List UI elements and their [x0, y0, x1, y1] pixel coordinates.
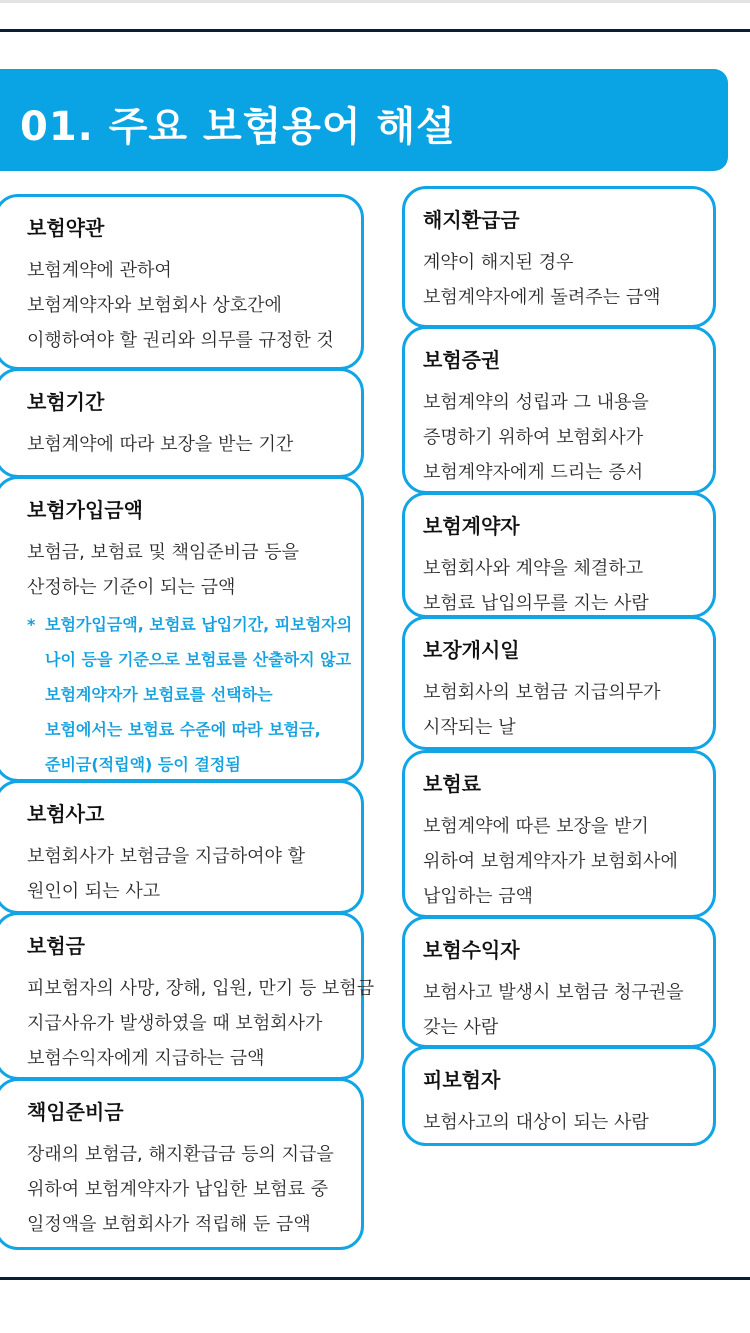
note-marker: *	[27, 615, 36, 634]
term-desc-line: 계약이 해지된 경우	[423, 252, 574, 273]
term-desc-line: 보험계약의 성립과 그 내용을	[423, 392, 649, 413]
term-card-policyholder	[402, 492, 716, 618]
term-desc-line: 보험회사의 보험금 지급의무가	[423, 682, 661, 703]
note-line: 나이 등을 기준으로 보험료를 산출하지 않고	[45, 650, 352, 669]
term-desc-line: 갖는 사람	[423, 1017, 499, 1038]
term-title: 보험가입금액	[27, 498, 143, 522]
term-card-policy-reserve	[0, 1078, 364, 1250]
term-desc-line: 원인이 되는 사고	[27, 881, 161, 902]
note-line: * 보험가입금액, 보험료 납입기간, 피보험자의	[27, 607, 361, 642]
term-card-insurance-terms	[0, 194, 364, 370]
term-desc-line: 보험계약자와 보험회사 상호간에	[27, 295, 282, 316]
term-card-insured-event	[0, 780, 364, 914]
term-title: 보험금	[27, 934, 85, 958]
bottom-rule	[0, 1277, 750, 1280]
term-title: 해지환급금	[423, 208, 520, 232]
term-desc-line: 보험사고의 대상이 되는 사람	[423, 1112, 649, 1133]
term-desc-line: 이행하여야 할 권리와 의무를 규정한 것	[27, 330, 334, 351]
note-line: 보험계약자가 보험료를 선택하는	[45, 685, 273, 704]
note-line: 준비금(적립액) 등이 결정됨	[45, 755, 241, 774]
term-desc-line: 보험계약에 따라 보장을 받는 기간	[27, 434, 294, 455]
term-title: 보장개시일	[423, 638, 520, 662]
section-header	[0, 69, 728, 171]
term-desc-line: 증명하기 위하여 보험회사가	[423, 427, 644, 448]
term-desc-line: 보험회사가 보험금을 지급하여야 할	[27, 846, 305, 867]
term-desc-line: 일정액을 보험회사가 적립해 둔 금액	[27, 1214, 311, 1235]
term-title: 피보험자	[423, 1068, 501, 1092]
top-edge-line	[0, 0, 750, 3]
note-line: 보험에서는 보험료 수준에 따라 보험금,	[45, 720, 321, 739]
term-card-insured-person	[402, 1046, 716, 1146]
term-title: 보험증권	[423, 348, 501, 372]
term-desc-line: 보험계약에 따른 보장을 받기	[423, 816, 649, 837]
term-card-insurance-period	[0, 368, 364, 478]
term-title: 보험수익자	[423, 938, 520, 962]
term-card-surrender-value	[402, 186, 716, 328]
term-desc-line: 시작되는 날	[423, 717, 516, 738]
term-desc-line: 위하여 보험계약자가 보험회사에	[423, 851, 678, 872]
term-card-beneficiary	[402, 916, 716, 1048]
term-title: 책임준비금	[27, 1100, 124, 1124]
term-title: 보험계약자	[423, 514, 520, 538]
term-desc-line: 보험계약에 관하여	[27, 260, 172, 281]
term-desc-line: 지급사유가 발생하였을 때 보험회사가	[27, 1013, 323, 1034]
term-desc-line: 장래의 보험금, 해지환급금 등의 지급을	[27, 1144, 334, 1165]
term-note	[27, 607, 361, 782]
term-desc-line: 보험사고 발생시 보험금 청구권을	[423, 982, 684, 1003]
term-desc-line: 보험계약자에게 돌려주는 금액	[423, 287, 661, 308]
term-title: 보험사고	[27, 802, 105, 826]
term-desc-line: 피보험자의 사망, 장해, 입원, 만기 등 보험금	[27, 978, 375, 999]
term-desc-line: 보험수익자에게 지급하는 금액	[27, 1048, 265, 1069]
term-title: 보험료	[423, 772, 481, 796]
term-desc-line: 납입하는 금액	[423, 886, 534, 907]
term-card-premium	[402, 750, 716, 918]
term-desc-line: 보험금, 보험료 및 책임준비금 등을	[27, 542, 300, 563]
term-card-insurance-policy	[402, 326, 716, 494]
top-rule	[0, 29, 750, 32]
term-card-coverage-start	[402, 616, 716, 750]
term-desc-line: 보험회사와 계약을 체결하고	[423, 558, 644, 579]
term-desc-line: 산정하는 기준이 되는 금액	[27, 577, 236, 598]
section-title: 01. 주요 보험용어 해설	[20, 104, 456, 150]
term-desc-line: 보험료 납입의무를 지는 사람	[423, 593, 649, 614]
term-title: 보험약관	[27, 216, 105, 240]
term-desc-line: 위하여 보험계약자가 납입한 보험료 중	[27, 1179, 329, 1200]
term-title: 보험기간	[27, 390, 105, 414]
term-card-insurance-benefit	[0, 912, 375, 1080]
term-desc-line: 보험계약자에게 드리는 증서	[423, 462, 644, 483]
term-card-sum-insured	[0, 476, 364, 782]
